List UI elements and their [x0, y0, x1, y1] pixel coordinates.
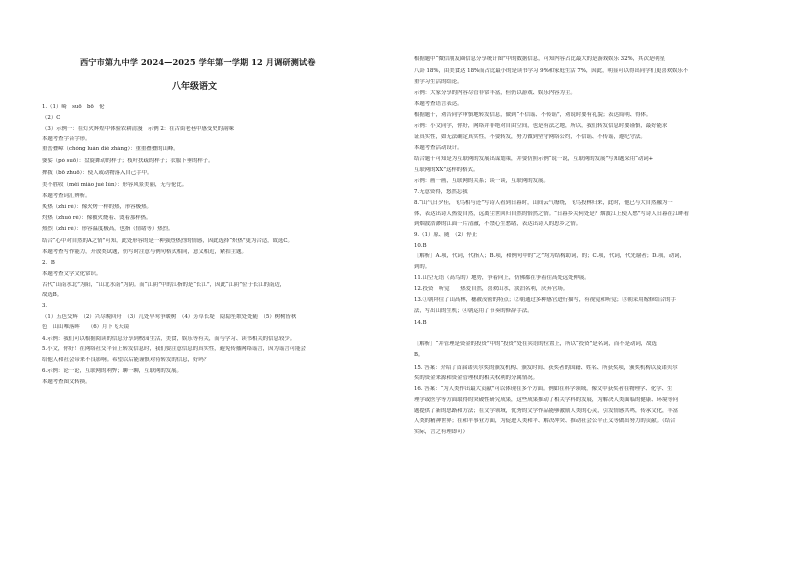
left-column-line: 本题考查图文转换。: [42, 379, 91, 385]
left-column-line: 色 山山唯落晖 （6）月下飞天镜: [42, 324, 129, 330]
right-column-line: 结合题干可知是为互联网的发展出谋划策，并要仿照示例“说一说，互联网的发展”写知题采用“动词+: [414, 156, 654, 162]
right-column-line: 实际，言之有理即可）: [414, 429, 468, 435]
left-column-line: 本题考查词汇辨析。: [42, 193, 91, 199]
left-column-line: 美不胜收（měi miào jué lún）：形容风景美丽，无与伦比。: [42, 182, 188, 188]
left-column-line: 灼热（zhuó rè）：像被火烧着、烫着那样热。: [42, 215, 152, 221]
left-column-line: 4.示例：我们可以根据阅读的信息分享到校园生活，美食，娱乐等有关，而与学习、读书相关的信息较少。: [42, 336, 296, 342]
left-column-line: 重峦叠嶂（chóng luán dié zhàng）：重重叠叠的山峰。: [42, 146, 179, 152]
left-column-line: 6.示例：论一论，互联网的利弊；聊一聊，互联网的发展。: [42, 368, 182, 374]
right-column-line: 体，表达出诗人热爱自然，远离尘世回归自然的怡然之情。“日暮乡关何处是？烟波江上使人愁”写诗人日暮在江畔看: [414, 211, 690, 217]
right-column-line: 根据题中“微信朋友圈信息分享统计图”中的数据信息，可知内容占比最大的是游戏娱乐 32%，其次是明星: [414, 56, 666, 62]
right-column-line: 奖的资金来源和资金管理权的相关权利的分属情况。: [414, 375, 538, 381]
left-column-line: 婆娑（pó suō）：盘旋舞动的样子；枝叶扶疏的样子；衣服下垂的样子。: [42, 158, 214, 164]
right-column-line: 16. 答案：“为人类作出最大贡献”可以体现在多个方面。例如在科学领域，像文中获奖者在物理学、化学、生: [414, 386, 673, 392]
left-column-line: 本题考查写作能力，开放类试题，仿写时注意与例句格式相同，意义相近，紧扣主题。: [42, 249, 247, 255]
right-column-line: 证真实性，如无法确定真实性，不要转发，努力做到坚守网络公约，不信谣、不传谣，遵纪守法。: [414, 134, 646, 140]
left-column-line: 3．: [42, 303, 51, 309]
right-column-line: 理学或医学等方面取得的突破性研究成果，这些成果推动了相关学科的发展，为解决人类面临的健康、环境等问: [414, 397, 679, 403]
right-column-line: 15. 答案：介绍了首届诺贝尔奖的颁发机构、颁发时间、获奖者的国籍、姓名、所获奖项，颁奖机构以及诺贝尔: [414, 365, 678, 371]
right-column-line: 11.山空无语（高鸟的）地势，争着向上，仿佛都在争着往高处远处伸展。: [414, 275, 590, 281]
right-column-line: 本题考查语言表达。: [414, 101, 463, 107]
left-column-line: 本题考查字音字形。: [42, 136, 91, 142]
left-column-line: 捭拨（bō zhuō）：使人或动物落入自己手中。: [42, 170, 153, 176]
right-column-line: 人类的精神世界；在和平事业方面，为促进人类和平、解决冲突、推动社会公平正义等做出努力的贡献。（结合: [414, 418, 676, 424]
right-column-line: 题提供了新的思路和方法；在文学领域，优秀的文学作品能够激励人类的心灵，引发情感共鸣，传承文化，丰富: [414, 408, 679, 414]
left-column-line: 1.（1）崎 suō bō 伦: [42, 104, 105, 110]
right-column-line: 重学习生活的结论。: [414, 79, 463, 85]
right-column-line: 14.B: [414, 320, 427, 326]
right-column-line: ［解析］A.项，代词，代指人；B.项，和例句中的“之”均为结构助词，的；C.项，代词，代先谢者；D.项，动词，: [414, 253, 685, 259]
left-column-line: （3）示例一：在灯火辉煌中体验农耕清漫 示例 2：在古街老巷中感受史的韵味: [42, 126, 234, 132]
right-column-line: 互联网的XX”这样的格式。: [414, 167, 479, 173]
right-column-line: 12.投资 听觉 热爱自然，喜欢山水，淡泊名利，厌弃官场。: [414, 286, 569, 292]
right-column-line: 10.B: [414, 243, 427, 249]
right-column-line: 法，写出山的生机；④朝运用了节奏的修辞手法。: [414, 308, 533, 314]
right-column-line: 八卦 18%，由美食达 18%而占比最小的是读书学习 9%和家庭生活 7%，因此，明显可以得出同学们更喜欢娱乐不: [414, 68, 689, 74]
right-column-line: 7.无意资得，悠然忘我: [414, 189, 468, 195]
right-column-line: 13.①朝拜住了山高林，穗被茂密的特点；②朝通过多种感官进行描写，有视觉和听觉；③朝采用嫁修结合的手: [414, 297, 676, 303]
left-column-line: 古代“山南水北”为阳，“山北水南”为阴。而“江阴”中的江指的是“长江”，因此“江阴”位于长江的南边，: [42, 282, 286, 288]
left-column-line: 故选B。: [42, 292, 63, 298]
right-column-line: 示例：小文同学，你好，网络并非绝对自由空间，也是有法之地，所以，我们转发信息时要谨慎，最好能求: [414, 123, 668, 129]
left-column-line: 2．B: [42, 260, 55, 266]
right-column-line: B。: [414, 352, 424, 358]
right-column-line: 示例：画一画，互联网的关系；谈一谈，互联网的发展。: [414, 178, 549, 184]
left-column-line: （2）C: [42, 115, 61, 121]
right-column-line: 8.“山气日夕佳，飞鸟相与还”写诗人看到日暮时，山间云气缭绕，飞鸟投林归来，此时，他已与大自然融为一: [414, 200, 673, 206]
right-column-line: 到烟波浩渺的江面一片清澈，不禁心生愁绪，表达出诗人的思乡之情。: [414, 221, 582, 227]
left-column-line: 本题考查文学文化常识。: [42, 271, 102, 277]
left-column-line: 炙热（zhì rè）：像火烤一样的热，形容极热。: [42, 204, 152, 210]
right-column-line: 根据题干，劝告同学审慎地转发信息，做到“不信谣、不传谣”，劝说时要有礼貌；表达简明、得体。: [414, 112, 652, 118]
right-column-line: 9.（1）原、随 （2）停止: [414, 232, 478, 238]
document-subtitle: 八年级语文: [172, 82, 218, 92]
left-column-line: 结合“心中对自然的A之情”可知，此处形容的是一种强烈热烈的情感，因此选择“炽热”更为合适，故选C。: [42, 238, 293, 244]
left-column-line: 5.小文，你好！在网络社交平台上转发信息时，我们要注意信息的真实性，避免传播网络谣言，因为谣言可能会: [42, 346, 306, 352]
left-column-line: 给他人和社会带来不良影响。希望以后能谨慎对待转发的信息，好吗？: [42, 357, 210, 363]
left-column-line: （1）五色交辉 （2）兴尽晚回舟 （3）几处早莺争暖树 （4）芳草长堤 隐隐笙歌处处随 （5）树树皆秋: [42, 314, 297, 320]
document-title: 西宁市第九中学 2024—2025 学年第一学期 12 月调研测试卷: [80, 57, 316, 67]
right-column-line: 示例：大家分享的内容尽管非常丰富，但仍以游戏、娱乐内容为主。: [414, 90, 576, 96]
right-column-line: ［解析］“并管理是资金的投资”中的“投资”处在宾语的位置上，所以“投资”是名词，而不是动词，故选: [414, 341, 657, 347]
right-column-line: 本题考查活动设计。: [414, 145, 463, 151]
left-column-line: 热烈（zhì rè）：形容温度极高，也指（情绪等）热烈。: [42, 226, 174, 232]
right-column-line: 到的。: [414, 264, 431, 270]
